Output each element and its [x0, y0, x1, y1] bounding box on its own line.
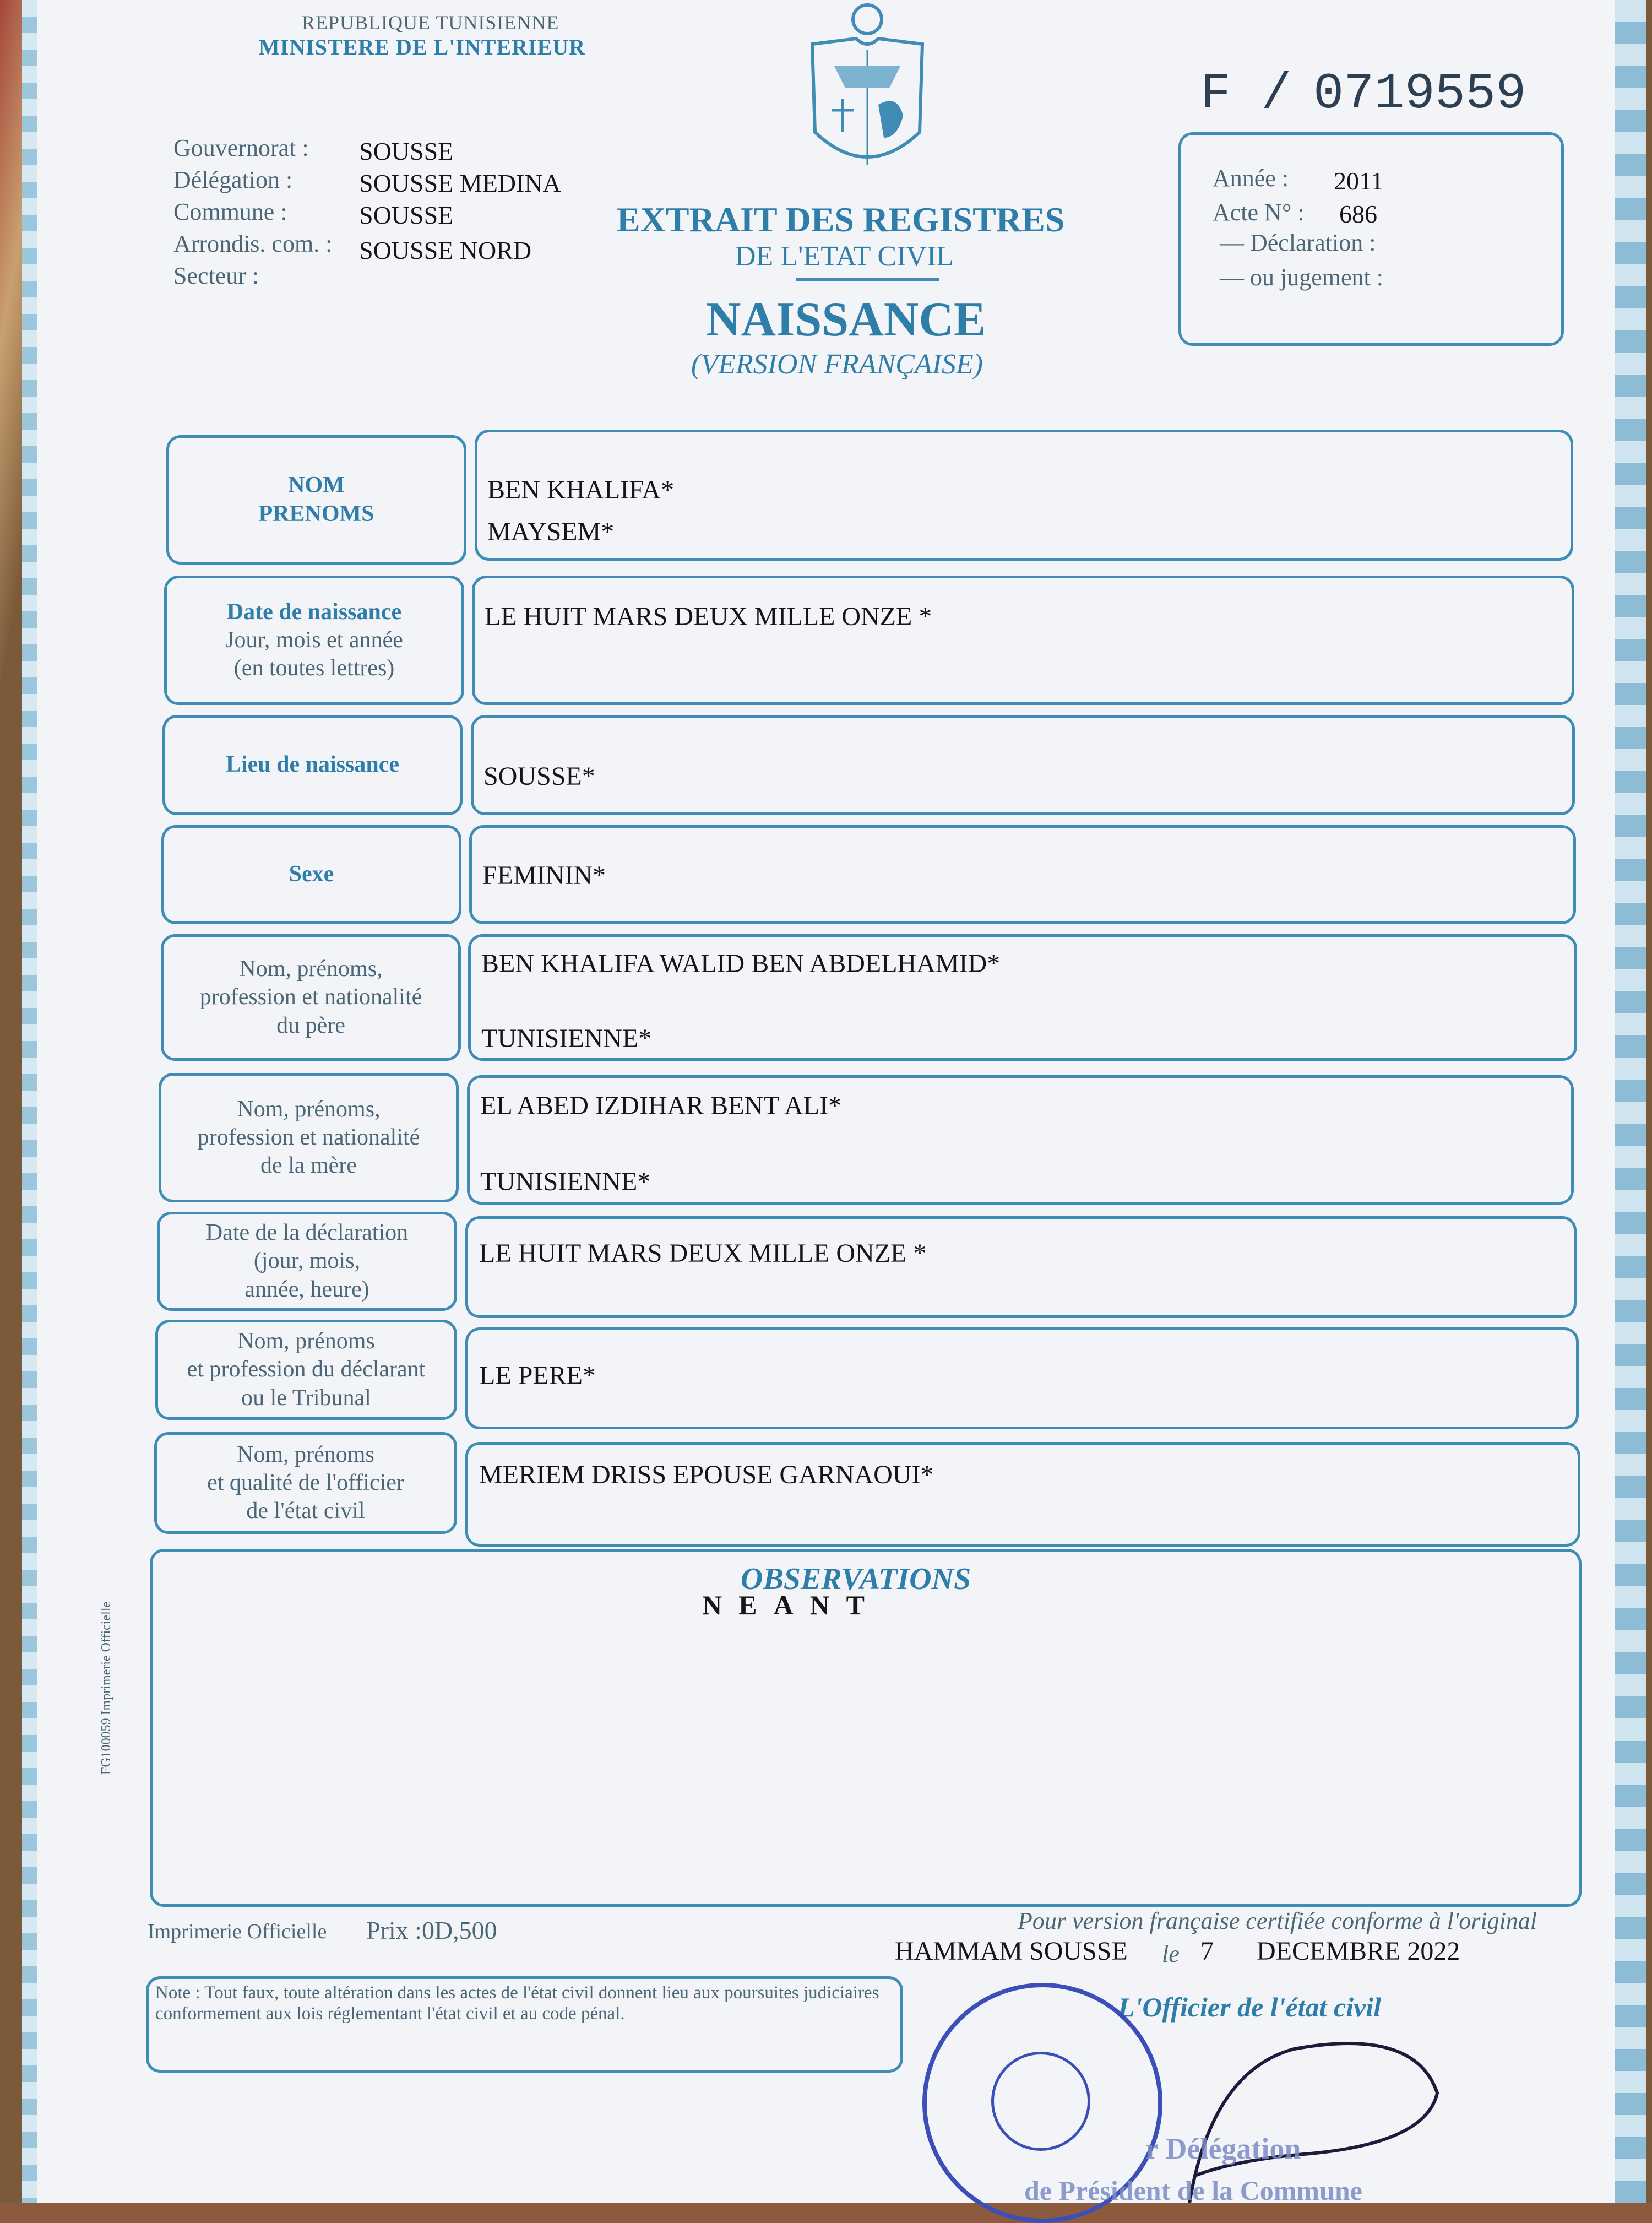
- note-text: [155, 1983, 893, 2025]
- date-declaration-line-3: année, heure): [244, 1276, 369, 1302]
- prenom-value: MAYSEM*: [487, 517, 615, 546]
- delegation-value: SOUSSE MEDINA: [359, 169, 561, 197]
- mere-label-line-3: de la mère: [260, 1153, 357, 1179]
- acte-value: 686: [1339, 200, 1377, 228]
- nom-label: NOM: [288, 473, 345, 498]
- nom-prenoms-label: [166, 435, 466, 565]
- officier-label: [154, 1432, 457, 1534]
- document-subtitle: DE L'ETAT CIVIL: [735, 241, 954, 272]
- declaration-label: — Déclaration :: [1220, 229, 1376, 256]
- certification-place: HAMMAM SOUSSE: [895, 1937, 1128, 1966]
- lieu-naissance-title: Lieu de naissance: [225, 752, 400, 778]
- serial-prefix: F /: [1200, 65, 1292, 123]
- annee-value: 2011: [1334, 167, 1384, 195]
- republic-label: REPUBLIQUE TUNISIENNE: [302, 12, 559, 34]
- date-naissance-title: Date de naissance: [226, 599, 402, 625]
- version-label: (VERSION FRANÇAISE): [691, 349, 983, 380]
- lieu-naissance-value-box: [471, 715, 1575, 815]
- officier-line-3: de l'état civil: [246, 1498, 365, 1524]
- prix-label: Prix :0D,500: [366, 1916, 497, 1944]
- prenoms-label: PRENOMS: [258, 501, 374, 527]
- date-naissance-value-box: [472, 576, 1574, 705]
- mere-nationality-value: TUNISIENNE*: [480, 1167, 651, 1196]
- pere-label-line-3: du père: [276, 1012, 345, 1038]
- location-labels: [173, 132, 332, 292]
- officier-line-1: Nom, prénoms: [237, 1441, 374, 1467]
- lieu-naissance-value: SOUSSE*: [483, 762, 595, 791]
- declarant-value-box: [465, 1327, 1579, 1429]
- arrondissement-label: Arrondis. com. :: [173, 230, 333, 257]
- mere-label-line-1: Nom, prénoms,: [237, 1096, 381, 1122]
- mere-name-value: EL ABED IZDIHAR BENT ALI*: [480, 1091, 841, 1120]
- note-label: Note :: [155, 1983, 200, 2003]
- certification-le: le: [1162, 1940, 1180, 1967]
- date-naissance-hint-1: Jour, mois et année: [225, 627, 403, 653]
- delegation-stamp-text-2: de Président de la Commune: [1024, 2175, 1362, 2206]
- date-declaration-line-2: (jour, mois,: [253, 1248, 361, 1274]
- declarant-value: LE PERE*: [479, 1361, 596, 1390]
- pere-label-line-2: profession et nationalité: [199, 984, 422, 1010]
- sexe-label: [161, 825, 461, 924]
- document-title: EXTRAIT DES REGISTRES: [617, 200, 1065, 239]
- arrondissement-value: SOUSSE NORD: [359, 236, 532, 264]
- imprimerie-label: Imprimerie Officielle: [148, 1920, 327, 1943]
- officier-signature-title: L'Officier de l'état civil: [1118, 1992, 1382, 2023]
- sexe-value: FEMININ*: [482, 861, 606, 890]
- pere-nationality-value: TUNISIENNE*: [481, 1024, 652, 1053]
- gouvernorat-value: SOUSSE: [359, 137, 454, 165]
- commune-value: SOUSSE: [359, 201, 454, 229]
- mere-label-line-2: profession et nationalité: [197, 1124, 420, 1150]
- delegation-label: Délégation :: [173, 166, 293, 193]
- declarant-line-1: Nom, prénoms: [237, 1329, 375, 1354]
- lieu-naissance-label: [162, 715, 463, 815]
- pere-name-value: BEN KHALIFA WALID BEN ABDELHAMID*: [481, 949, 1001, 978]
- side-imprint: FG100059 Imprimerie Officielle: [99, 1601, 113, 1775]
- date-declaration-label: [157, 1212, 457, 1311]
- naissance-heading: NAISSANCE: [706, 293, 986, 346]
- declarant-line-2: et profession du déclarant: [187, 1357, 426, 1382]
- sexe-title: Sexe: [289, 861, 334, 887]
- date-naissance-value: LE HUIT MARS DEUX MILLE ONZE *: [485, 602, 932, 631]
- secteur-label: Secteur :: [173, 262, 259, 289]
- delegation-stamp-text: r Délégation: [1145, 2132, 1301, 2165]
- date-declaration-value: LE HUIT MARS DEUX MILLE ONZE *: [479, 1239, 927, 1268]
- observations-title: OBSERVATIONS: [741, 1562, 971, 1596]
- date-naissance-hint-2: (en toutes lettres): [233, 655, 395, 681]
- certification-day: 7: [1200, 1937, 1214, 1966]
- acte-label: Acte N° :: [1213, 199, 1305, 226]
- certification-text: Pour version française certifiée conforme à l'original: [1018, 1907, 1537, 1934]
- declarant-label: [155, 1320, 457, 1420]
- officier-line-2: et qualité de l'officier: [207, 1470, 404, 1495]
- pere-label: [161, 934, 461, 1061]
- annee-label: Année :: [1213, 165, 1289, 192]
- commune-label: Commune :: [173, 198, 287, 225]
- ministry-label: MINISTERE DE L'INTERIEUR: [259, 35, 586, 59]
- gouvernorat-label: Gouvernorat :: [173, 134, 309, 161]
- title-divider: [796, 278, 939, 281]
- note-body: Tout faux, toute altération dans les actes de l'état civil donnent lieu aux poursuites judiciaires conformement aux lois réglementant l'état civil et au code pénal.: [155, 1983, 879, 2024]
- serial-number: 0719559: [1313, 65, 1526, 123]
- nom-value: BEN KHALIFA*: [487, 475, 675, 505]
- certification-month-year: DECEMBRE 2022: [1257, 1937, 1460, 1966]
- pere-label-line-1: Nom, prénoms,: [239, 956, 383, 982]
- observations-value: NEANT: [702, 1590, 882, 1620]
- officier-value: MERIEM DRISS EPOUSE GARNAOUI*: [479, 1460, 934, 1489]
- coat-of-arms-icon: [801, 0, 933, 182]
- officier-value-box: [465, 1442, 1580, 1547]
- declarant-line-3: ou le Tribunal: [241, 1385, 371, 1411]
- sexe-value-box: [469, 825, 1576, 924]
- date-declaration-line-1: Date de la déclaration: [205, 1220, 409, 1246]
- official-stamp-inner-icon: [991, 2052, 1090, 2151]
- date-naissance-label: [164, 576, 464, 705]
- jugement-label: — ou jugement :: [1220, 264, 1383, 291]
- mere-label: [159, 1073, 459, 1202]
